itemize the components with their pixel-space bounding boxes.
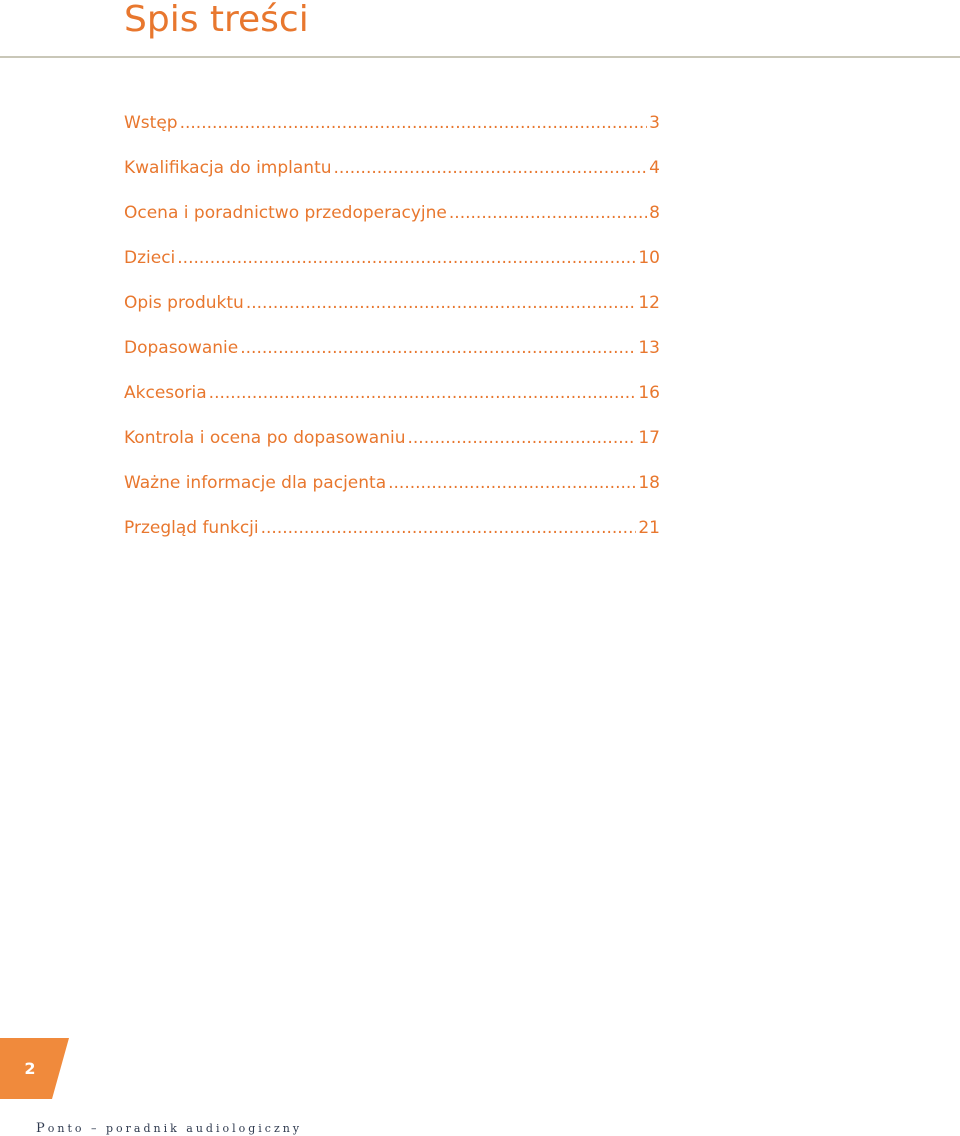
toc-entry-label: Ważne informacje dla pacjenta [124,473,387,493]
toc-entry-label: Kwalifikacja do implantu [124,158,332,178]
toc-dot-leader [407,426,636,450]
page-title: Spis treści [124,0,309,40]
toc-entry-label: Dzieci [124,248,176,268]
toc-entry-opis-produktu[interactable] [124,291,660,336]
toc-entry-label: Kontrola i ocena po dopasowaniu [124,428,406,448]
toc-dot-leader [177,246,636,270]
toc-dot-leader [449,201,647,225]
toc-entry-przeglad-funkcji[interactable] [124,516,660,561]
toc-entry-page: 3 [649,113,660,133]
toc-entry-label: Ocena i poradnictwo przedoperacyjne [124,203,447,223]
toc-entry-label: Akcesoria [124,383,207,403]
footer-brand-line [36,1122,302,1136]
toc-entry-kwalifikacja[interactable] [124,156,660,201]
toc-entry-ocena[interactable] [124,201,660,246]
footer-brand-initial: P [36,1121,48,1136]
toc-dot-leader [246,291,637,315]
toc-dot-leader [388,471,636,495]
toc-entry-kontrola[interactable] [124,426,660,471]
footer-separator: – [91,1122,100,1135]
footer-subtitle: poradnik audiologiczny [106,1122,303,1135]
toc-entry-wstep[interactable] [124,111,660,156]
page-number: 2 [24,1059,36,1078]
toc-entry-page: 16 [638,383,660,403]
toc-entry-akcesoria[interactable] [124,381,660,426]
toc-entry-page: 12 [638,293,660,313]
toc-entry-label: Przegląd funkcji [124,518,259,538]
toc-entry-dzieci[interactable] [124,246,660,291]
toc-entry-label: Wstęp [124,113,178,133]
title-divider [0,56,960,58]
toc-entry-page: 21 [638,518,660,538]
footer-brand-rest: onto [47,1122,85,1135]
toc-entry-page: 4 [649,158,660,178]
toc-entry-page: 10 [638,248,660,268]
toc-dot-leader [180,111,648,135]
page-number-badge [0,1038,70,1099]
toc-dot-leader [261,516,637,540]
toc-entry-page: 17 [638,428,660,448]
toc-entry-wazne-informacje[interactable] [124,471,660,516]
toc-dot-leader [334,156,648,180]
toc-entry-label: Dopasowanie [124,338,239,358]
toc-entry-label: Opis produktu [124,293,244,313]
toc-entry-page: 13 [638,338,660,358]
toc-entry-dopasowanie[interactable] [124,336,660,381]
toc-dot-leader [209,381,637,405]
toc-entry-page: 18 [638,473,660,493]
table-of-contents [124,111,660,561]
toc-dot-leader [240,336,636,360]
toc-entry-page: 8 [649,203,660,223]
